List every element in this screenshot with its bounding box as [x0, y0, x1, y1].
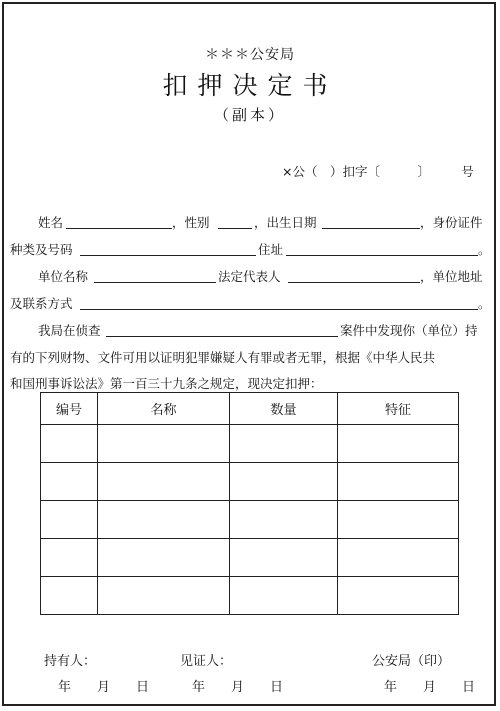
table-cell[interactable]	[98, 463, 230, 501]
table-cell[interactable]	[338, 425, 459, 463]
table-cell[interactable]	[98, 539, 230, 577]
dob-field[interactable]	[322, 228, 420, 229]
table-row	[41, 463, 459, 501]
table-header-row	[41, 393, 459, 425]
unit-name-field[interactable]	[94, 282, 216, 283]
copy-type: （副本）	[213, 106, 286, 124]
table-cell[interactable]	[230, 539, 338, 577]
body-line2: 有的下列财物、文件可用以证明犯罪嫌疑人有罪或者无罪，根据《中华人民共	[10, 350, 436, 365]
address-label: 住址	[258, 242, 284, 257]
table-cell[interactable]	[338, 539, 459, 577]
table-cell[interactable]	[230, 425, 338, 463]
document-title: 扣押决定书	[162, 71, 338, 100]
column-quantity-header: 数量	[230, 393, 338, 425]
address-field[interactable]	[286, 255, 478, 256]
body-line3: 和国刑事诉讼法》第一百三十九条之规定，现决定扣押：	[10, 376, 323, 391]
table-cell[interactable]	[230, 501, 338, 539]
table-row	[41, 425, 459, 463]
seized-items-table	[40, 392, 459, 615]
name-label: 姓名	[38, 215, 64, 230]
table-row	[41, 501, 459, 539]
table-cell[interactable]	[338, 577, 459, 615]
body-line1-end: 案件中发现你（单位）持	[340, 323, 478, 338]
table-cell[interactable]	[41, 539, 98, 577]
table-row	[41, 539, 459, 577]
unit-address-field[interactable]	[80, 309, 478, 310]
bureau-seal-label: 公安局（印）	[372, 654, 451, 669]
document-number: ×公（ ）扣字〔 〕 号	[282, 164, 474, 179]
table-cell[interactable]	[230, 463, 338, 501]
bureau-date: 年 月 日	[384, 680, 476, 695]
table-cell[interactable]	[98, 577, 230, 615]
legal-rep-field[interactable]	[288, 282, 420, 283]
id-number-field[interactable]	[80, 255, 256, 256]
column-number-header: 编号	[41, 393, 98, 425]
table-cell[interactable]	[41, 501, 98, 539]
column-name-header: 名称	[98, 393, 230, 425]
unit-name-label: 单位名称	[38, 269, 89, 284]
column-feature-header: 特征	[338, 393, 459, 425]
table-cell[interactable]	[41, 463, 98, 501]
witness-date: 年 月 日	[192, 680, 284, 695]
id-label-b: 种类及号码	[10, 242, 73, 257]
table-row	[41, 577, 459, 615]
table-cell[interactable]	[338, 463, 459, 501]
dob-label: ，出生日期	[254, 215, 317, 230]
name-field[interactable]	[66, 228, 172, 229]
gender-field[interactable]	[218, 228, 252, 229]
gender-label: ，性别	[172, 215, 210, 230]
unit-address-label-b: 及联系方式	[10, 296, 73, 311]
table-cell[interactable]	[230, 577, 338, 615]
unit-address-label-a: ，单位地址	[420, 269, 483, 284]
legal-rep-label: 法定代表人	[218, 269, 281, 284]
contact-period: 。	[478, 296, 491, 311]
holder-label: 持有人：	[44, 654, 97, 669]
issuing-agency: ＊＊＊公安局	[205, 47, 295, 63]
body-line1-start: 我局在侦查	[38, 323, 101, 338]
witness-label: 见证人：	[180, 654, 233, 669]
table-cell[interactable]	[98, 425, 230, 463]
table-cell[interactable]	[98, 501, 230, 539]
holder-date: 年 月 日	[58, 680, 150, 695]
table-cell[interactable]	[41, 425, 98, 463]
table-cell[interactable]	[338, 501, 459, 539]
address-period: 。	[478, 242, 491, 257]
id-label-a: ，身份证件	[420, 215, 483, 230]
table-cell[interactable]	[41, 577, 98, 615]
case-name-field[interactable]	[106, 336, 338, 337]
